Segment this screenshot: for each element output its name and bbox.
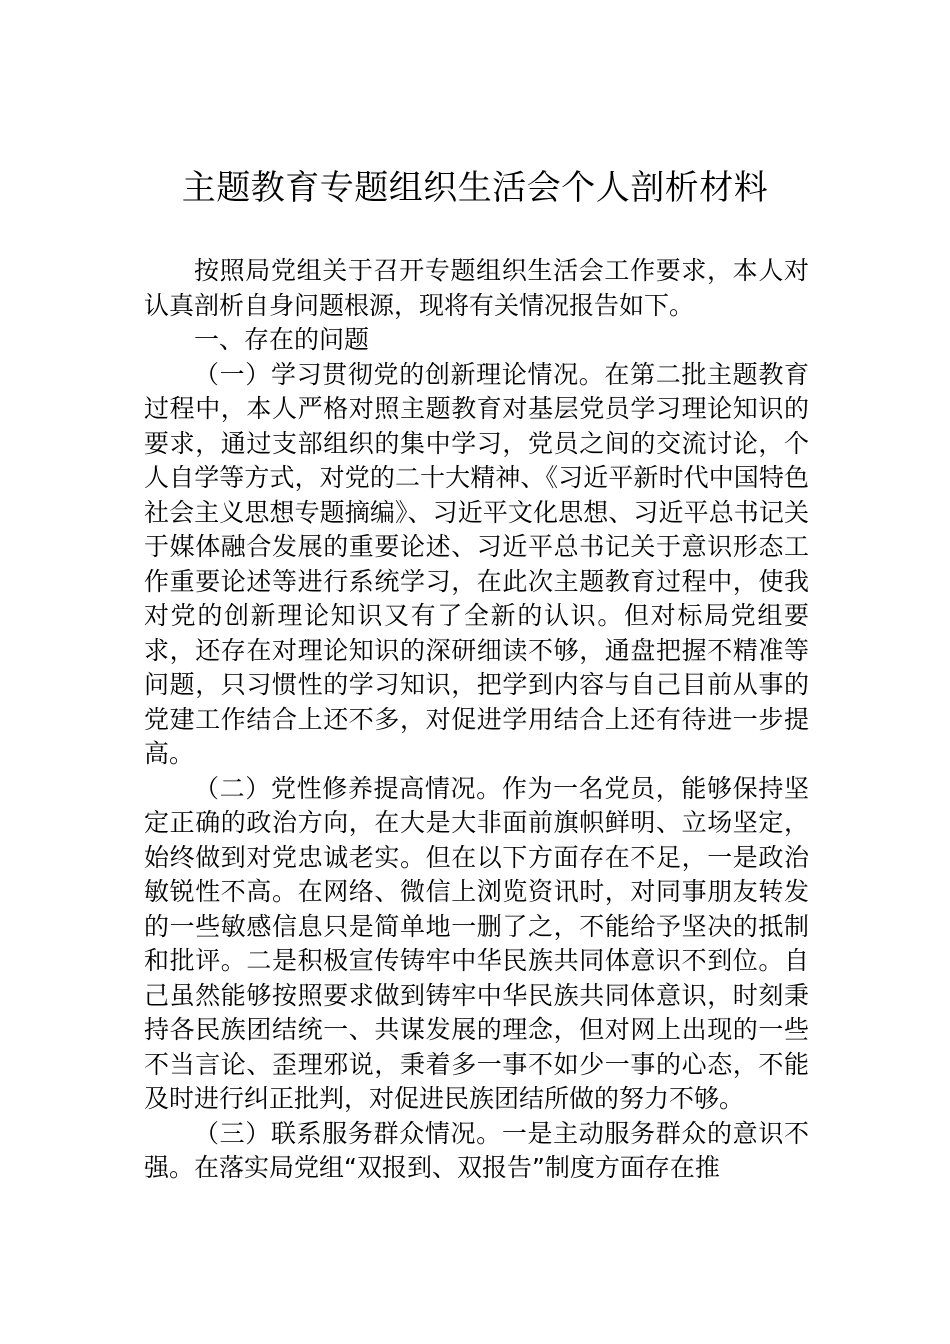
document-title: 主题教育专题组织生活会个人剖析材料 — [181, 168, 769, 208]
paragraph-serving-masses: （三）联系服务群众情况。一是主动服务群众的意识不强。在落实局党组“双报到、双报告”制度方面存在推 — [144, 1118, 809, 1182]
intro-paragraph: 按照局党组关于召开专题组织生活会工作要求，本人对认真剖析自身问题根源，现将有关情况报告如下。 — [144, 256, 809, 320]
paragraph-party-spirit: （二）党性修养提高情况。作为一名党员，能够保持坚定正确的政治方向，在大是大非面前旗帜鲜明、立场坚定，始终做到对党忠诚老实。但在以下方面存在不足，一是政治敏锐性不高。在网络、微信上浏览资讯时，对同事朋友转发的一些敏感信息只是简单地一删了之，不能给予坚决的抵制和批评。二是积极宣传铸牢中华民族共同体意识不到位。自己虽然能够按照要求做到铸牢中华民族共同体意识，时刻秉持各民族团结统一、共谋发展的理念，但对网上出现的一些不当言论、歪理邪说，秉着多一事不如少一事的心态，不能及时进行纠正批判，对促进民族团结所做的努力不够。 — [144, 773, 809, 1113]
section-heading: 一、存在的问题 — [194, 325, 370, 354]
document-body — [144, 254, 809, 1186]
paragraph-theory-study: （一）学习贯彻党的创新理论情况。在第二批主题教育过程中，本人严格对照主题教育对基层党员学习理论知识的要求，通过支部组织的集中学习，党员之间的交流讨论，个人自学等方式，对党的二十大精神、《习近平新时代中国特色社会主义思想专题摘编》、习近平文化思想、习近平总书记关于媒体融合发展的重要论述、习近平总书记关于意识形态工作重要论述等进行系统学习，在此次主题教育过程中，使我对党的创新理论知识又有了全新的认识。但对标局党组要求，还存在对理论知识的深研细读不够，通盘把握不精准等问题，只习惯性的学习知识，把学到内容与自己目前从事的党建工作结合上还不多，对促进学用结合上还有待进一步提高。 — [144, 359, 809, 768]
